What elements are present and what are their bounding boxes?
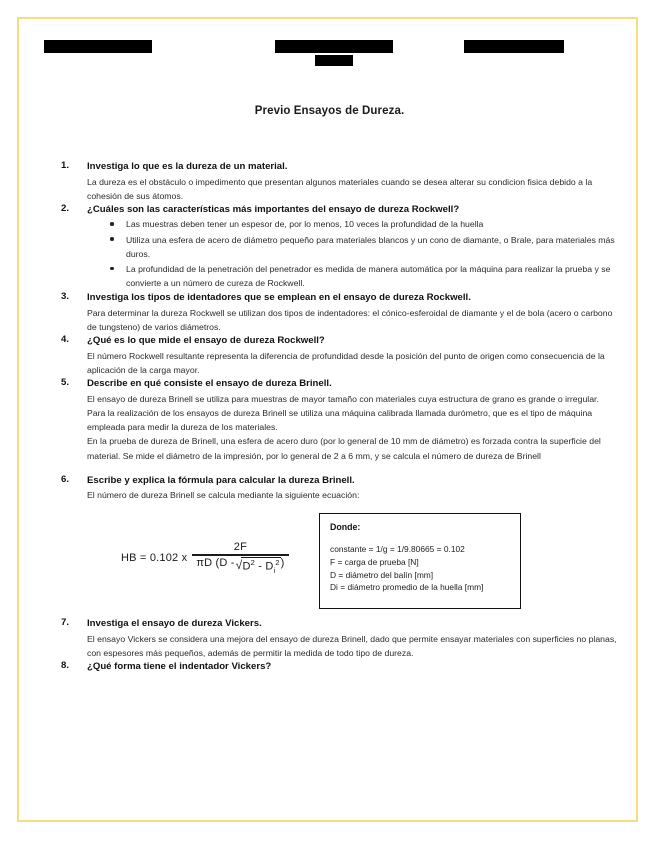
- radicand-d-exponent: 2: [250, 557, 255, 567]
- question-body-3-0: Para determinar la dureza Rockwell se utilizan dos tipos de indentadores: el cónico-esferoidal de diamante y el de bola (acero o carbono de tungsteno) de varios diámetros.: [87, 307, 613, 333]
- radicand-di-exponent: 2: [275, 557, 280, 567]
- radical-sign-icon: √: [235, 557, 243, 572]
- question-item-2: [57, 203, 617, 291]
- question-title-2: ¿Cuáles son las características más importantes del ensayo de dureza Rockwell?: [87, 203, 460, 215]
- question-item-7: [57, 617, 617, 660]
- document-page: [17, 17, 638, 822]
- question-title-4: ¿Qué es lo que mide el ensayo de dureza Rockwell?: [87, 335, 325, 347]
- radicand-di-subscript: i: [273, 567, 276, 575]
- question-number-6: 6.: [61, 473, 70, 485]
- radicand-d: D: [242, 560, 251, 573]
- formula-radicand: [241, 557, 280, 575]
- question-number-5: 5.: [61, 377, 70, 389]
- questions-list: [57, 160, 617, 675]
- question-body-5-0: El ensayo de dureza Brinell se utiliza para muestras de mayor tamaño con materiales cuya estructura de grano es grande o irregular.: [87, 393, 599, 404]
- question-body-1-0: La dureza es el obstáculo o impedimento que presentan algunos materiales cuando se desea alterar su condicion fisica debido a la cohesión de sus átomos.: [87, 176, 593, 201]
- question-body-5-1: Para la realización de los ensayos de dureza Brinell se utiliza una máquina calibrada llamada durómetro, que es el tipo de máquina empleada para medir la dureza de los materiales.: [87, 407, 593, 433]
- page-title: Previo Ensayos de Dureza.: [254, 105, 405, 117]
- question-number-7: 7.: [61, 617, 70, 629]
- question-item-6: [57, 474, 617, 618]
- question-title-8: ¿Qué forma tiene el indentador Vickers?: [87, 661, 272, 673]
- formula-denominator-prefix: πD (D -: [196, 556, 235, 569]
- list-item: [109, 233, 617, 261]
- radicand-di: D: [265, 560, 274, 573]
- question-body-6-0: El número de dureza Brinell se calcula mediante la siguiente ecuación:: [87, 490, 360, 501]
- formula-radical: [236, 557, 281, 575]
- question-number-1: 1.: [61, 160, 70, 171]
- question-title-1: Investiga lo que es la dureza de un material.: [87, 161, 288, 172]
- question-body-4-0: El número Rockwell resultante representa la diferencia de profundidad desde la posición del punto de origen como consecuencia de la aplicación de la carga mayor.: [87, 350, 605, 376]
- bullet-text: Utiliza una esfera de acero de diámetro pequeño para materiales blancos y un cono de diamante, o Brale, para materiales más duros.: [126, 234, 615, 259]
- question-item-3: [57, 291, 617, 334]
- question-title-6: Escribe y explica la fórmula para calcular la dureza Brinell.: [87, 474, 355, 486]
- question-item-4: [57, 334, 617, 377]
- formula-lead: HB = 0.102 x: [121, 551, 188, 564]
- donde-line-di: Di = diámetro promedio de la huella [mm]: [330, 582, 484, 593]
- bullet-dot-icon: [110, 237, 114, 241]
- question-number-2: 2.: [61, 202, 70, 214]
- formula-numerator: 2F: [233, 541, 248, 554]
- list-item: [109, 217, 617, 231]
- redaction-bar-left: [44, 40, 152, 53]
- question-item-8: [57, 660, 617, 675]
- radicand-minus: -: [254, 560, 266, 573]
- bullet-dot-icon: [110, 267, 114, 271]
- question-title-3: Investiga los tipos de identadores que se emplean en el ensayo de dureza Rockwell.: [87, 292, 471, 304]
- question-number-3: 3.: [61, 291, 70, 303]
- formula-denominator: [192, 556, 288, 575]
- redaction-bar-right: [464, 40, 564, 53]
- question-body-5-2: En la prueba de dureza de Brinell, una esfera de acero duro (por lo general de 10 mm de diámetro) es forzada contra la superficie del material. Se mide el diámetro de la impresión, por lo general de 2 a 6 mm, y se calcula el número de dureza de Brinell: [87, 436, 601, 461]
- question-number-4: 4.: [61, 334, 70, 346]
- question-item-1: [57, 160, 617, 203]
- donde-line-d: D = diámetro del balín [mm]: [330, 569, 434, 580]
- question-title-7: Investiga el ensayo de dureza Vickers.: [87, 618, 262, 630]
- question-title-5: Describe en qué consiste el ensayo de dureza Brinell.: [87, 378, 332, 390]
- brinell-formula: [121, 541, 289, 574]
- donde-title: Donde:: [330, 522, 361, 533]
- donde-legend-box: [319, 513, 521, 609]
- donde-line-f: F = carga de prueba [N]: [330, 557, 419, 568]
- formula-denominator-suffix: ): [280, 556, 285, 569]
- bullet-text: Las muestras deben tener un espesor de, por lo menos, 10 veces la profundidad de la huella: [126, 219, 484, 230]
- formula-fraction: [192, 541, 288, 574]
- bullet-text: La profundidad de la penetración del penetrador es medida de manera automática por la máquina para realizar la prueba y se convierte a un número de cureza de Rockwell.: [126, 264, 611, 289]
- question-number-8: 8.: [61, 660, 70, 672]
- list-item: [109, 262, 617, 290]
- brinell-formula-zone: [87, 509, 617, 617]
- donde-line-constante: constante = 1/g = 1/9.80665 = 0.102: [330, 544, 465, 555]
- redaction-bar-center-small: [315, 55, 353, 66]
- question-bullets-2: [87, 217, 617, 290]
- question-body-7-0: El ensayo Vickers se considera una mejora del ensayo de dureza Brinell, dado que permite ensayar materiales con superficies no planas, con espesores más pequeños, además de permitir la medida de todo tipo de dureza.: [87, 633, 617, 659]
- redaction-bar-center: [275, 40, 393, 53]
- bullet-dot-icon: [110, 222, 114, 226]
- question-item-5: [57, 377, 617, 463]
